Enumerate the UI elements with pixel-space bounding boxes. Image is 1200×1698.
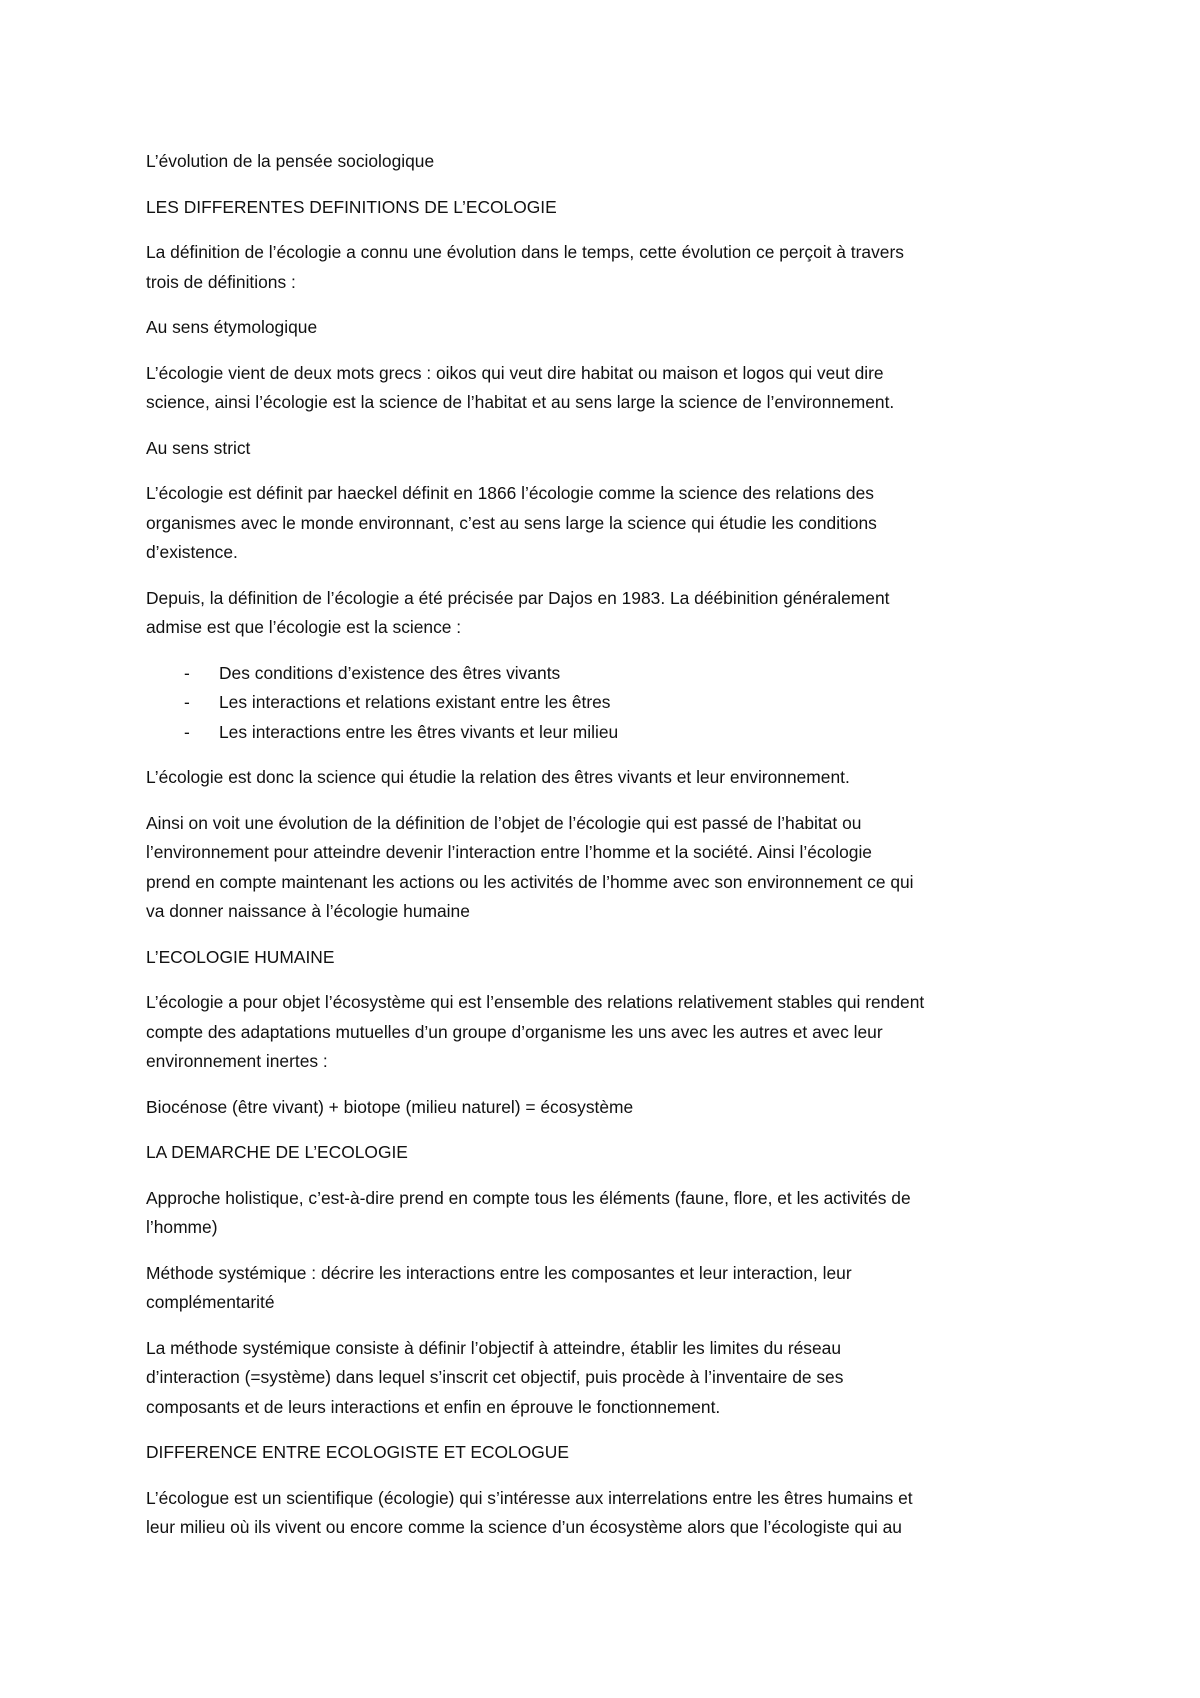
heading-difference: DIFFERENCE ENTRE ECOLOGISTE ET ECOLOGUE (146, 1442, 569, 1462)
text-line: d’existence. (146, 542, 238, 562)
difference-paragraph (146, 1484, 1080, 1543)
text-line: organismes avec le monde environnant, c’est au sens large la science qui étudie les conditions (146, 512, 877, 533)
donc-paragraph: L’écologie est donc la science qui étudie la relation des êtres vivants et leur environnement. (146, 767, 850, 787)
dash-bullet: - (184, 721, 190, 742)
text-line: L’écologie vient de deux mots grecs : oikos qui veut dire habitat ou maison et logos qui veut dire (146, 362, 884, 383)
text-line: Méthode systémique : décrire les interactions entre les composantes et leur interaction, leur (146, 1262, 852, 1283)
text-line: Ainsi on voit une évolution de la définition de l’objet de l’écologie qui est passé de l’habitat ou (146, 812, 862, 833)
text-line: prend en compte maintenant les actions ou les activités de l’homme avec son environnement ce qui (146, 871, 914, 892)
intro-paragraph (146, 238, 1080, 297)
text-line: Approche holistique, c’est-à-dire prend en compte tous les éléments (faune, flore, et les activités de (146, 1187, 911, 1208)
document-title: L’évolution de la pensée sociologique (146, 151, 435, 171)
list-item-text: Les interactions et relations existant entre les êtres (219, 692, 611, 712)
text-line: Depuis, la définition de l’écologie a été précisée par Dajos en 1983. La déébinition généralement (146, 587, 890, 608)
methode-paragraph (146, 1334, 1080, 1423)
heading-demarche: LA DEMARCHE DE L’ECOLOGIE (146, 1142, 408, 1162)
text-line: trois de définitions : (146, 271, 296, 292)
text-line: L’écologie est définit par haeckel définit en 1866 l’écologie comme la science des relations des (146, 483, 874, 503)
heading-humaine: L’ECOLOGIE HUMAINE (146, 946, 335, 967)
subheading-strict: Au sens strict (146, 437, 251, 458)
ecosystem-formula: Biocénose (être vivant) + biotope (milieu naturel) = écosystème (146, 1096, 634, 1117)
definition-list (146, 659, 1080, 748)
text-line: L’écologie a pour objet l’écosystème qui est l’ensemble des relations relativement stables qui rendent (146, 992, 925, 1012)
dash-bullet: - (184, 692, 190, 712)
list-item-text: Des conditions d’existence des êtres vivants (219, 662, 561, 683)
text-line: l’environnement pour atteindre devenir l’interaction entre l’homme et la société. Ainsi l’écologie (146, 842, 872, 862)
text-line: science, ainsi l’écologie est la science de l’habitat et au sens large la science de l’environnement. (146, 392, 895, 412)
text-line: leur milieu où ils vivent ou encore comme la science d’un écosystème alors que l’écologiste qui au (146, 1517, 902, 1537)
text-line: va donner naissance à l’écologie humaine (146, 901, 470, 921)
strict-paragraph (146, 479, 1080, 568)
text-line: La méthode systémique consiste à définir l’objectif à atteindre, établir les limites du réseau (146, 1337, 842, 1358)
ainsi-paragraph (146, 809, 1080, 927)
heading-definitions: LES DIFFERENTES DEFINITIONS DE L’ECOLOGIE (146, 196, 557, 217)
list-item (146, 718, 1080, 748)
text-line: l’homme) (146, 1217, 218, 1237)
text-line: environnement inertes : (146, 1051, 328, 1071)
dash-bullet: - (184, 662, 190, 683)
text-line: L’écologue est un scientifique (écologie) qui s’intéresse aux interrelations entre les êtres humains et (146, 1487, 913, 1508)
humaine-paragraph (146, 988, 1080, 1077)
list-item (146, 688, 1080, 718)
list-item-text: Les interactions entre les êtres vivants et leur milieu (219, 721, 619, 742)
text-line: compte des adaptations mutuelles d’un groupe d’organisme les uns avec les autres et avec leur (146, 1021, 883, 1042)
systemique-paragraph (146, 1259, 1080, 1318)
text-line: La définition de l’écologie a connu une évolution dans le temps, cette évolution ce perçoit à travers (146, 242, 904, 262)
text-line: composants et de leurs interactions et enfin en éprouve le fonctionnement. (146, 1396, 721, 1417)
subheading-etymologique: Au sens étymologique (146, 317, 318, 337)
text-line: complémentarité (146, 1292, 275, 1312)
holistique-paragraph (146, 1184, 1080, 1243)
text-line: admise est que l’écologie est la science : (146, 617, 462, 637)
list-item (146, 659, 1080, 689)
text-line: d’interaction (=système) dans lequel s’inscrit cet objectif, puis procède à l’inventaire de ses (146, 1367, 844, 1387)
dajos-paragraph (146, 584, 1080, 643)
etymologique-paragraph (146, 359, 1080, 418)
